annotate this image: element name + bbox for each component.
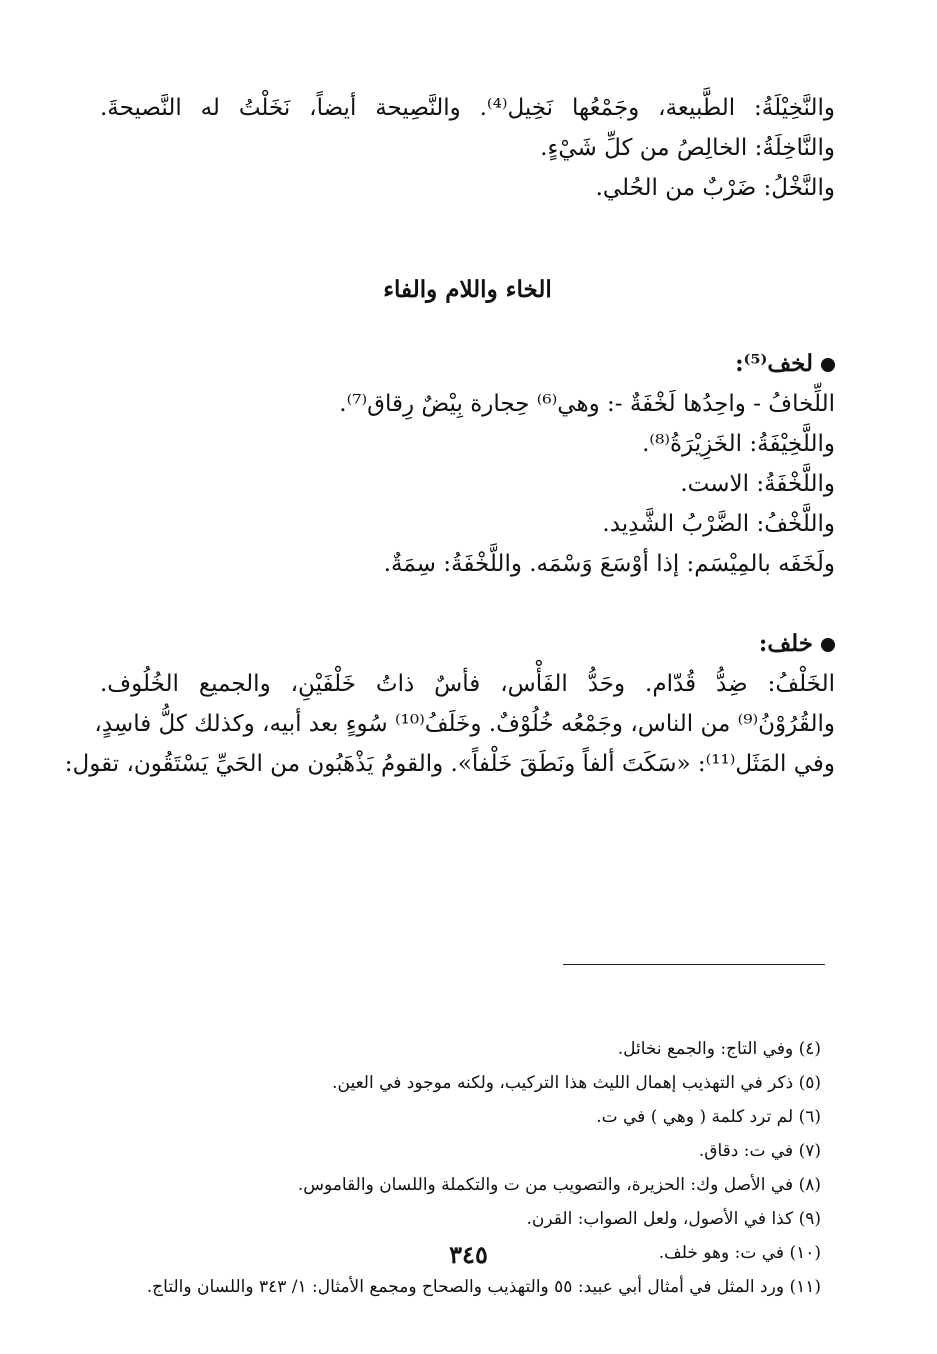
footnote-divider bbox=[563, 964, 825, 965]
page-number: ٣٤٥ bbox=[449, 1240, 488, 1269]
entry-lkhf bbox=[100, 344, 835, 584]
footnote: (٤) وفي التاج: والجمع نخائل. bbox=[617, 1039, 821, 1059]
text-line: والقُرُوْنُ⁽⁹⁾ من الناس، وجَمْعُه خُلُوْفٌ. وخَلَفُ⁽¹⁰⁾ سُوءٍ بعد أبيه، وكذلك كلُّ فاسِدٍ، bbox=[94, 711, 835, 737]
page-body bbox=[64, 88, 835, 1354]
entry-title-text: لخف⁽⁵⁾: bbox=[735, 350, 813, 377]
text-line: والنَّخِيْلَةُ: الطَّبيعة، وجَمْعُها نَخِيل⁽⁴⁾. والنَّصِيحة أيضاً، نَخَلْتُ له النَّصيحةَ. bbox=[100, 95, 835, 121]
text-line: والنَّخْلُ: ضَرْبٌ من الحُلي. bbox=[595, 175, 835, 201]
bullet-icon bbox=[821, 358, 835, 372]
footnote: (٩) كذا في الأصول، ولعل الصواب: القرن. bbox=[526, 1209, 821, 1229]
entry-title-text: خلف: bbox=[758, 630, 813, 657]
footnote: (٧) في ت: دقاق. bbox=[698, 1141, 821, 1161]
entry-khlf bbox=[64, 624, 835, 784]
section-heading: الخاء واللام والفاء bbox=[383, 276, 552, 303]
text-line: ولَخَفَه بالمِيْسَم: إذا أوْسَعَ وَسْمَه. واللَّخْفَةُ: سِمَةٌ. bbox=[383, 551, 835, 577]
entry-title bbox=[100, 624, 835, 664]
text-line: والنَّاخِلَةُ: الخالِصُ من كلِّ شَيْءٍ. bbox=[540, 135, 835, 161]
text-line: وفي المَثَل⁽¹¹⁾: «سَكَتَ ألفاً ونَطَقَ خَلْفاً». والقومُ يَذْهَبُون من الحَيِّ يَسْتَقُون، تقول: bbox=[64, 751, 835, 777]
footnote: (١٠) في ت: وهو خلف. bbox=[658, 1243, 821, 1263]
entry-title bbox=[100, 344, 835, 384]
text-line: واللَّخِيْفَةُ: الخَزِيْرَةُ⁽⁸⁾. bbox=[642, 431, 835, 457]
text-line: الخَلْفُ: ضِدُّ قُدّام. وحَدُّ الفَأْس، فأسٌ ذاتُ خَلْفَيْنِ، والجميع الخُلُوف. bbox=[100, 671, 835, 697]
footnote: (٥) ذكر في التهذيب إهمال الليث هذا التركيب، ولكنه موجود في العين. bbox=[332, 1073, 821, 1093]
text-line: اللِّخافُ - واحِدُها لَخْفَةٌ -: وهي⁽⁶⁾ حِجارة بِيْضٌ رِقاق⁽⁷⁾. bbox=[339, 391, 835, 417]
opening-lines bbox=[100, 88, 835, 208]
bullet-icon bbox=[821, 638, 835, 652]
footnote: (٨) في الأصل وك: الحزيرة، والتصويب من ت والتكملة واللسان والقاموس. bbox=[297, 1175, 821, 1195]
footnote: (١١) ورد المثل في أمثال أبي عبيد: ٥٥ والتهذيب والصحاح ومجمع الأمثال: ١/ ٣٤٣ واللسان والتاج. bbox=[146, 1277, 821, 1297]
text-line: واللَّخْفُ: الضَّرْبُ الشَّدِيد. bbox=[602, 511, 835, 537]
footnote: (٦) لم ترد كلمة ( وهي ) في ت. bbox=[596, 1107, 821, 1127]
text-line: واللَّخْفَةُ: الاست. bbox=[680, 471, 835, 497]
